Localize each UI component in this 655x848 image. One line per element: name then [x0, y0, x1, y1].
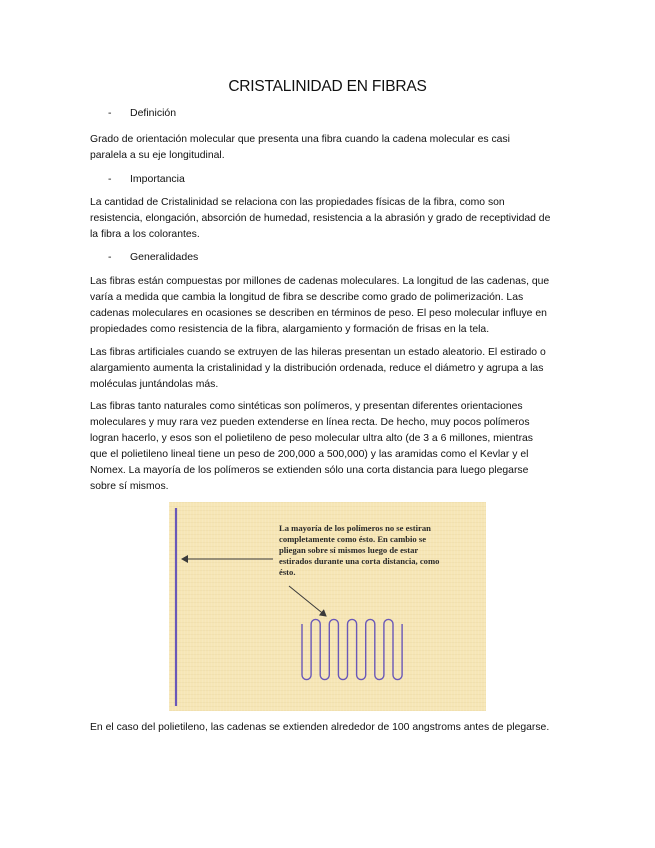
closing-paragraph [90, 720, 570, 736]
caption-line: La mayoría de los polímeros no se estiran [279, 523, 431, 533]
text-line: resistencia, elongación, absorción de humedad, resistencia a la abrasión y grado de receptividad de [90, 213, 551, 224]
text-line: sobre sí mismos. [90, 481, 169, 492]
definicion-paragraph [90, 132, 570, 164]
bullet-definicion [108, 107, 176, 119]
importancia-paragraph [90, 195, 570, 243]
text-line: En el caso del polietileno, las cadenas se extienden alrededor de 100 angstroms antes de plegarse. [90, 722, 550, 733]
bullet-generalidades [108, 251, 198, 263]
generalidades-paragraph-2 [90, 345, 570, 393]
page-title: CRISTALINIDAD EN FIBRAS [228, 78, 427, 95]
text-line: que el polietileno lineal tiene un peso de 200,000 a 500,000) y las aramidas como el Kevlar y el [90, 449, 529, 460]
text-line: paralela a su eje longitudinal. [90, 150, 225, 161]
bullet-dash: - [108, 173, 112, 185]
generalidades-paragraph-3 [90, 399, 570, 495]
text-line: logran hacerlo, y esos son el polietileno de peso molecular ultra alto (de 3 a 6 millones, mientras [90, 433, 533, 444]
folded-chain [302, 619, 402, 679]
text-line: Nomex. La mayoría de los polímeros se extienden sólo una corta distancia para luego plegarse [90, 465, 529, 476]
bullet-dash: - [108, 107, 112, 119]
bullet-heading: Definición [130, 107, 177, 119]
polymer-chain-figure [169, 502, 486, 711]
figure-caption [279, 523, 479, 578]
text-line: varía a medida que cambia la longitud de fibra se describe como grado de polimerización. Las [90, 292, 524, 303]
bullet-heading: Importancia [130, 173, 185, 185]
text-line: moleculares y muy rara vez pueden extenderse en línea recta. De hecho, muy pocos polímeros [90, 417, 530, 428]
caption-line: ésto. [279, 567, 296, 577]
text-line: Las fibras están compuestas por millones de cadenas moleculares. La longitud de las cadenas, que [90, 276, 550, 287]
text-line: la fibra a los colorantes. [90, 229, 200, 240]
text-line: alargamiento aumenta la cristalinidad y la distribución ordenada, reduce el diámetro y agrupa a las [90, 363, 544, 374]
bullet-dash: - [108, 251, 112, 263]
text-line: Las fibras artificiales cuando se extruyen de las hileras presentan un estado aleatorio. El estirado o [90, 347, 546, 358]
text-line: cadenas moleculares en ocasiones se describen en términos de peso. El peso molecular influye en [90, 308, 547, 319]
text-line: moléculas juntándolas más. [90, 379, 219, 390]
text-line: Grado de orientación molecular que presenta una fibra cuando la cadena molecular es casi [90, 134, 510, 145]
caption-line: pliegan sobre sí mismos luego de estar [279, 545, 419, 555]
caption-line: completamente como ésto. En cambio se [279, 534, 427, 544]
bullet-heading: Generalidades [130, 251, 199, 263]
arrow-to-folded-chain [289, 586, 326, 616]
text-line: propiedades como resistencia de la fibra, alargamiento y formación de frisas en la tela. [90, 324, 490, 335]
text-line: Las fibras tanto naturales como sintéticas son polímeros, y presentan diferentes orientaciones [90, 401, 523, 412]
text-line: La cantidad de Cristalinidad se relaciona con las propiedades físicas de la fibra, como son [90, 197, 505, 208]
caption-line: estirados durante una corta distancia, como [279, 556, 440, 566]
bullet-importancia [108, 173, 185, 185]
generalidades-paragraph-1 [90, 274, 570, 338]
